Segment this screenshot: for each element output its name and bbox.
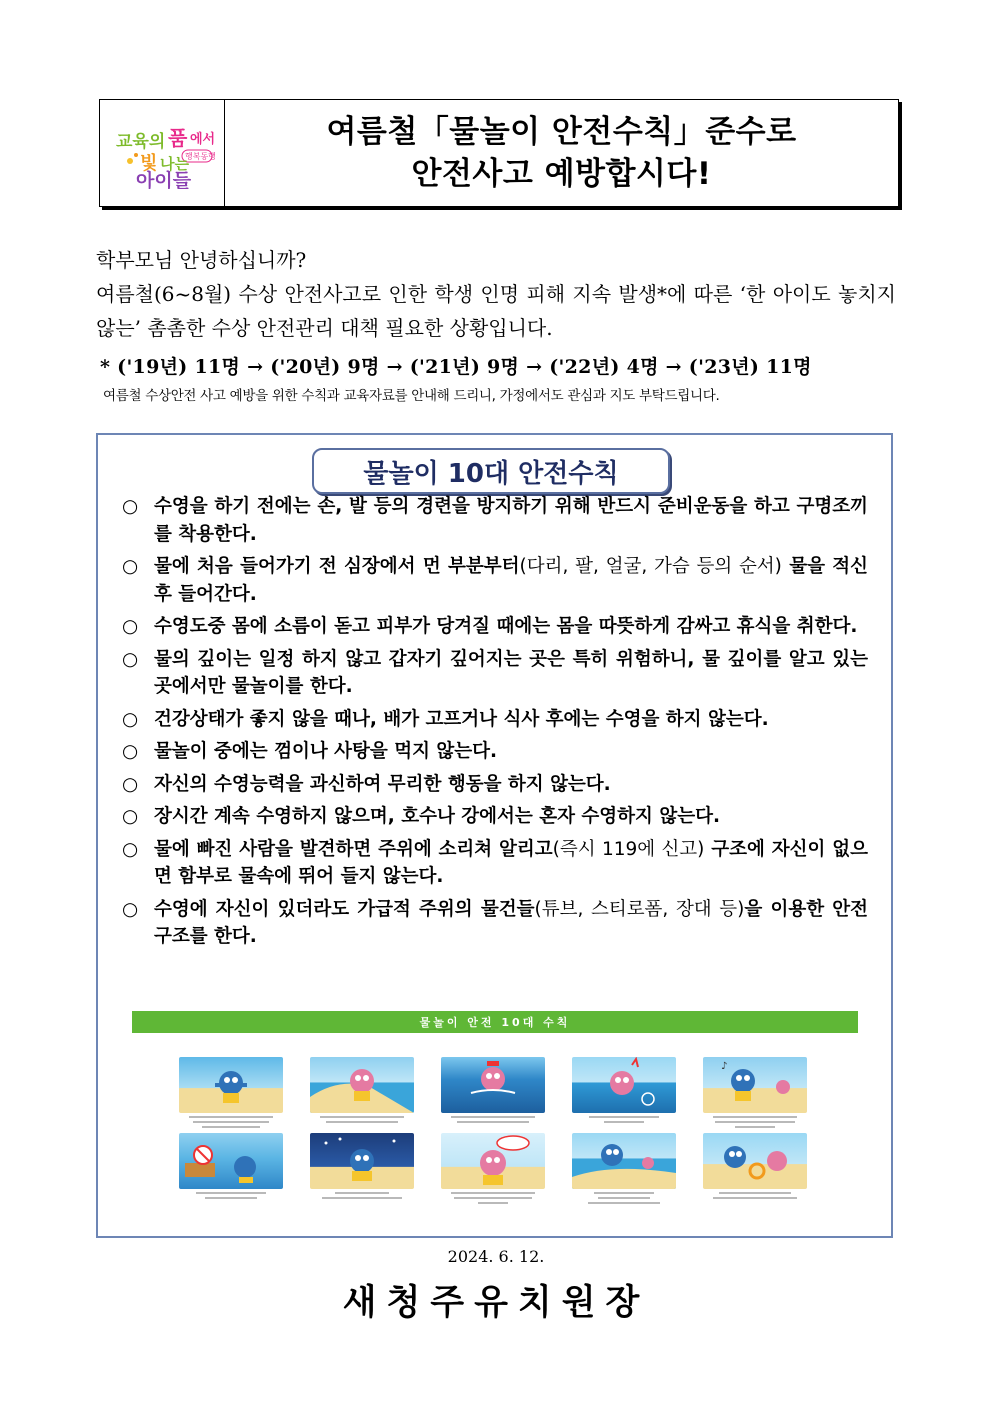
mascot-unwell-icon	[703, 1057, 807, 1113]
poster-panel	[310, 1057, 414, 1134]
mascot-stretching-icon	[179, 1057, 283, 1113]
title-cell	[225, 100, 898, 206]
poster-panel	[179, 1057, 283, 1134]
svg-text:교육의: 교육의	[116, 132, 166, 152]
bullet-icon: ○	[122, 708, 139, 730]
safety-poster-image	[132, 1009, 858, 1209]
school-logo	[100, 100, 225, 206]
notice-text: 여름철 수상안전 사고 예방을 위한 수칙과 교육자료를 안내해 드리니, 가정에서도 관심과 지도 부탁드립니다.	[103, 388, 720, 404]
bullet-icon: ○	[122, 556, 139, 577]
poster-panel	[441, 1133, 545, 1210]
svg-text:나는: 나는	[160, 155, 189, 173]
bullet-icon: ○	[122, 838, 139, 860]
svg-text:행복동행: 행복동행	[185, 152, 216, 161]
page-title-line1: 여름철「물놀이 안전수칙」준수로	[326, 114, 797, 150]
rule-item: ○ 건강상태가 좋지 않을 때나, 배가 고프거나 식사 후에는 수영을 하지 않는다.	[122, 706, 868, 734]
title-header-box	[99, 99, 899, 207]
safety-rules-box	[96, 433, 893, 1238]
rule-item: ○ 물에 처음 들어가기 전 심장에서 먼 부분부터(다리, 팔, 얼굴, 가슴 등의 순서) 물을 적신 후 들어간다.	[122, 553, 868, 608]
svg-text:빛: 빛	[140, 153, 158, 174]
mascot-no-candy-icon	[179, 1133, 283, 1189]
rule-item: ○ 물놀이 중에는 껌이나 사탕을 먹지 않는다.	[122, 738, 868, 766]
rule-item: ○ 자신의 수영능력을 과신하여 무리한 행동을 하지 않는다.	[122, 771, 868, 799]
poster-panel	[441, 1057, 545, 1134]
svg-text:아이들: 아이들	[136, 170, 192, 189]
poster-panel	[179, 1133, 283, 1210]
bullet-icon: ○	[122, 898, 139, 920]
issue-date: 2024. 6. 12.	[447, 1247, 545, 1266]
accident-stats: * ('19년) 11명 → ('20년) 9명 → ('21년) 9명 → ('22년) 4명 → ('23년) 11명	[100, 356, 812, 378]
svg-text:품: 품	[168, 126, 188, 150]
bullet-icon: ○	[122, 616, 139, 637]
mascot-wading-icon	[310, 1057, 414, 1113]
poster-panel	[572, 1057, 676, 1134]
page-title-line2: 안전사고 예방합시다!	[411, 156, 712, 192]
rules-list	[122, 493, 868, 956]
mascot-rescue-icon	[572, 1133, 676, 1189]
intro-body-text: 여름철(6~8월) 수상 안전사고로 인한 학생 인명 피해 지속 발생*에 따른 ‘한 아이도 놓치지 않는’ 촘촘한 수상 안전관리 대책 필요한 상황입니다.	[96, 282, 896, 340]
poster-title-bar: 물놀이 안전 10대 수칙	[132, 1011, 858, 1033]
rule-item: ○ 수영에 자신이 있더라도 가급적 주위의 물건들(튜브, 스티로폼, 장대 등)을 이용한 안전구조를 한다.	[122, 896, 868, 951]
bullet-icon: ○	[122, 648, 139, 670]
svg-text:에서: 에서	[190, 132, 216, 147]
rule-item: ○ 물에 빠진 사람을 발견하면 주위에 소리쳐 알리고(즉시 119에 신고) 구조에 자신이 없으면 함부로 물속에 뛰어 들지 않는다.	[122, 836, 868, 891]
greeting-text: 학부모님 안녕하십니까?	[96, 248, 307, 272]
principal-signature: 새청주유치원장	[342, 1283, 650, 1323]
mascot-deep-water-icon	[572, 1057, 676, 1113]
poster-panel	[703, 1133, 807, 1210]
poster-panel	[572, 1133, 676, 1210]
bullet-icon: ○	[122, 741, 139, 762]
intro-section	[96, 243, 896, 345]
svg-text:♪: ♪	[721, 1061, 728, 1072]
rule-item: ○ 물의 깊이는 일정 하지 않고 갑자기 깊어지는 곳은 특히 위험하니, 물 깊이를 알고 있는 곳에서만 물놀이를 한다.	[122, 646, 868, 701]
mascot-tube-rescue-icon	[703, 1133, 807, 1189]
mascot-night-swim-icon	[310, 1133, 414, 1189]
bullet-icon: ○	[122, 773, 139, 795]
rules-title: 물놀이 10대 안전수칙	[312, 448, 670, 494]
school-logo-icon	[106, 117, 218, 189]
mascot-shivering-icon	[441, 1057, 545, 1113]
rule-item: ○ 장시간 계속 수영하지 않으며, 호수나 강에서는 혼자 수영하지 않는다.	[122, 803, 868, 831]
poster-panel	[310, 1133, 414, 1210]
bullet-icon: ○	[122, 806, 139, 827]
mascot-shouting-icon	[441, 1133, 545, 1189]
rule-item: ○ 수영을 하기 전에는 손, 발 등의 경련을 방지하기 위해 반드시 준비운동을 하고 구명조끼를 착용한다.	[122, 493, 868, 548]
poster-panel	[703, 1057, 807, 1134]
bullet-icon: ○	[122, 496, 139, 517]
rule-item: ○ 수영도중 몸에 소름이 돋고 피부가 당겨질 때에는 몸을 따뜻하게 감싸고 휴식을 취한다.	[122, 613, 868, 641]
